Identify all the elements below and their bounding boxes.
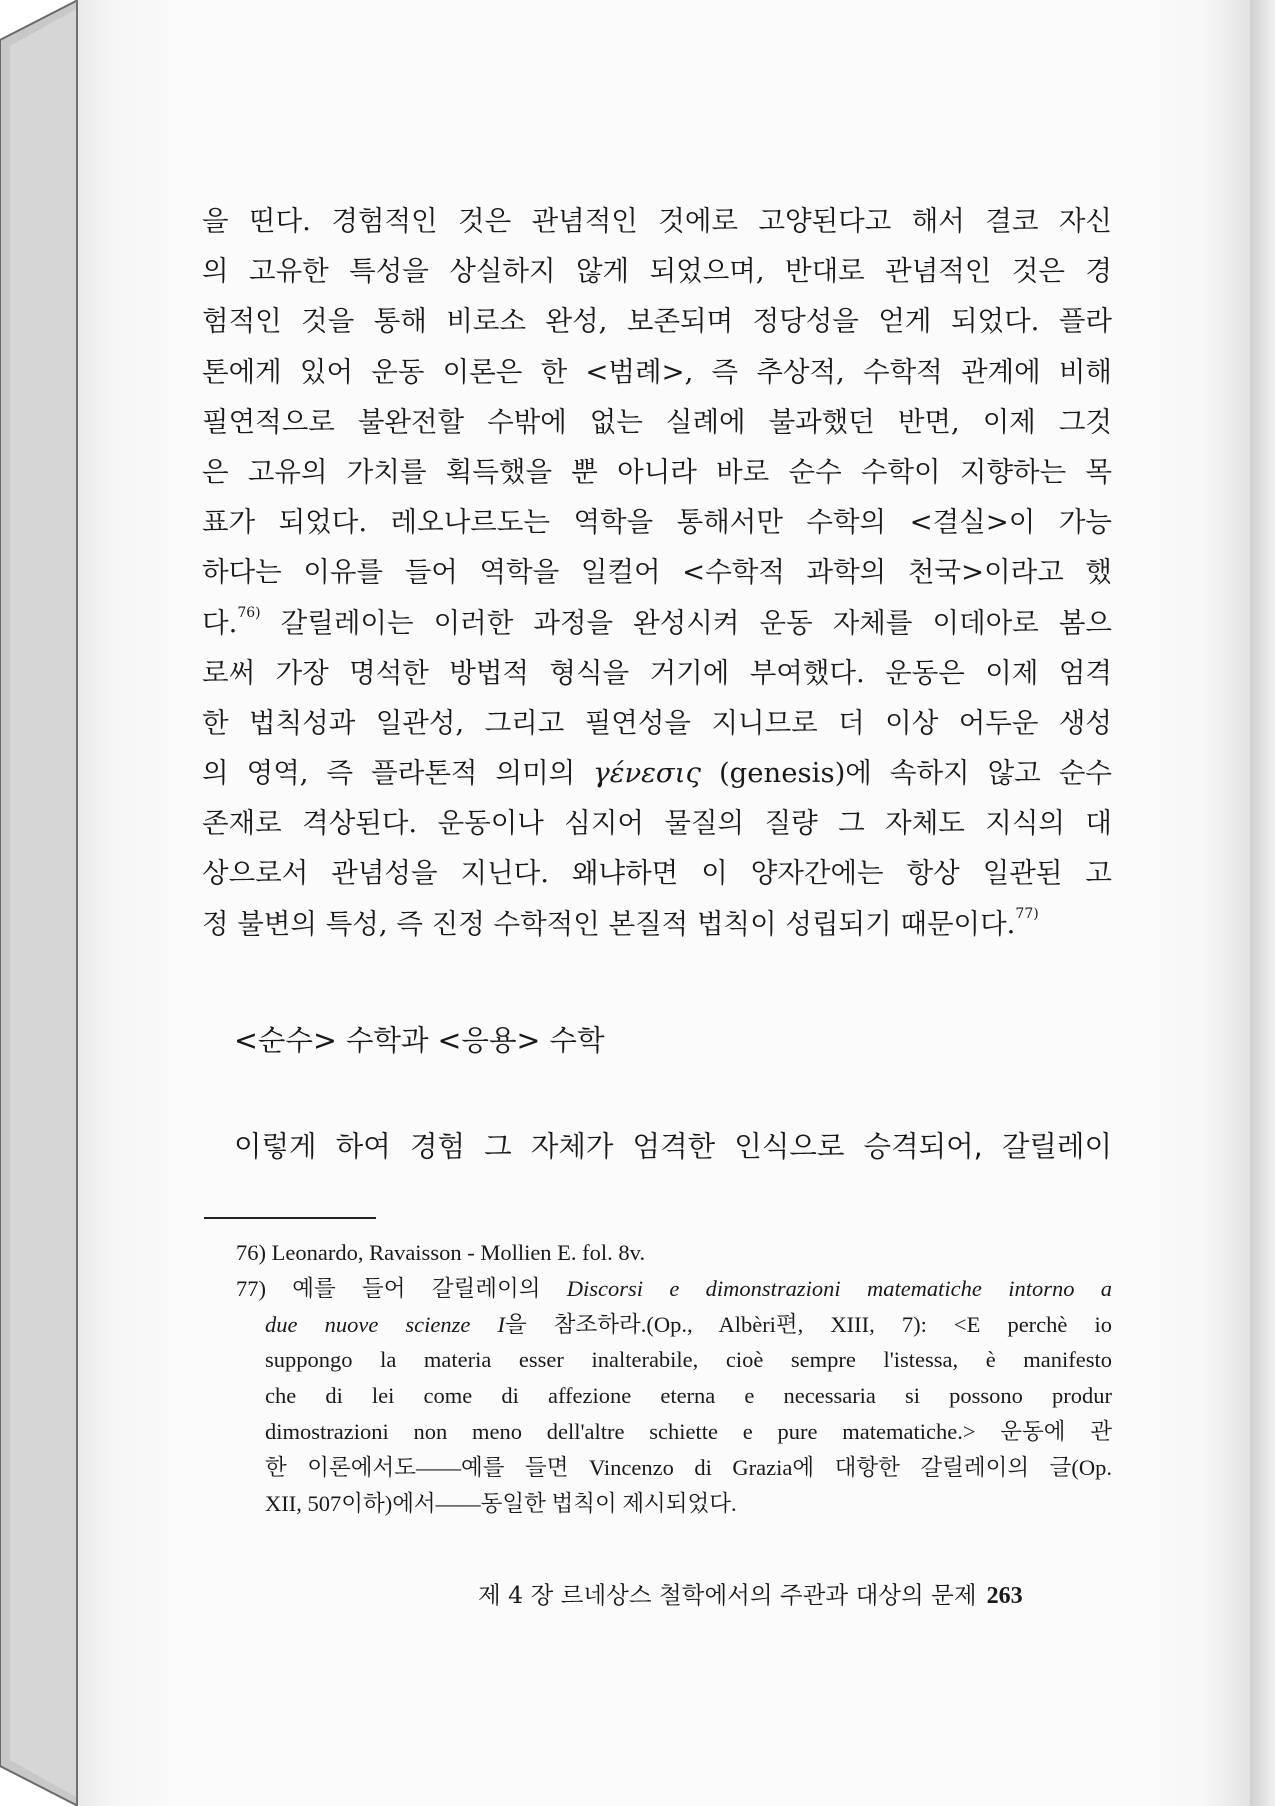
section-heading: <순수> 수학과 <응용> 수학 [234, 1024, 605, 1057]
text-line: 상으로서 관념성을 지닌다. 왜냐하면 이 양자간에는 항상 일관된 고 [202, 857, 1112, 890]
text-line [202, 899, 1112, 949]
book-title: due nuove scienze I [265, 1311, 505, 1337]
book-title: Discorsi e dimonstrazioni matematiche intorno a [566, 1275, 1112, 1301]
page-number: 263 [986, 1583, 1023, 1609]
footnote-77-line [236, 1271, 1112, 1307]
footnote-76: 76) Leonardo, Ravaisson - Mollien E. fol. 8v. [236, 1240, 646, 1265]
text-line: 하다는 이유를 들어 역학을 일컬어 <수학적 과학의 천국>이라고 했 [202, 556, 1112, 589]
text-line [202, 748, 1112, 798]
footnote-77-line: XII, 507이하)에서――동일한 법칙이 제시되었다. [265, 1490, 737, 1516]
footnotes [236, 1235, 1112, 1521]
text-segment: 정 불변의 특성, 즉 진정 수학적인 본질적 법칙이 성립되기 때문이다. [202, 907, 1016, 940]
text-line: 은 고유의 가치를 획득했을 뿐 아니라 바로 순수 수학이 지향하는 목 [202, 455, 1112, 488]
text-line: 의 고유한 특성을 상실하지 않게 되었으며, 반대로 관념적인 것은 경 [202, 255, 1112, 288]
text-segment: 77) 예를 들어 갈릴레이의 [236, 1275, 567, 1301]
footnote-divider [204, 1217, 376, 1219]
footnote-77-line: dimostrazioni non meno dell'altre schiette e pure matematiche.> 운동에 관 [265, 1418, 1112, 1444]
text-segment: 갈릴레이는 이러한 과정을 완성시켜 운동 자체를 이데아로 봄으 [260, 606, 1112, 639]
text-segment: (genesis)에 속하지 않고 순수 [700, 757, 1112, 790]
text-line: 존재로 격상된다. 운동이나 심지어 물질의 질량 그 자체도 지식의 대 [202, 807, 1112, 840]
text-line: 험적인 것을 통해 비로소 완성, 보존되며 정당성을 얻게 되었다. 플라 [202, 305, 1112, 338]
text-segment: 다. [202, 606, 238, 639]
text-line: 로써 가장 명석한 방법적 형식을 거기에 부여했다. 운동은 이제 엄격 [202, 656, 1112, 689]
page-edge-shadow [1250, 0, 1275, 1806]
text-line: 필연적으로 불완전할 수밖에 없는 실례에 불과했던 반면, 이제 그것 [202, 405, 1112, 438]
footnote-77-line: suppongo la materia esser inalterabile, cioè sempre l'istessa, è manifesto [265, 1347, 1112, 1373]
section-first-line: 이렇게 하여 경험 그 자체가 엄격한 인식으로 승격되어, 갈릴레이 [234, 1130, 1112, 1163]
text-segment: 을 참조하라.(Op., Albèri편, XIII, 7): <E perchè io [504, 1311, 1112, 1337]
chapter-title: 제 4 장 르네상스 철학에서의 주관과 대상의 문제 [478, 1581, 977, 1609]
text-line [202, 598, 1112, 648]
footnote-77-line: che di lei come di affezione eterna e necessaria si possono produr [265, 1383, 1112, 1409]
greek-term: γένεσις [593, 757, 701, 790]
text-segment: 의 영역, 즉 플라톤적 의미의 [202, 757, 594, 790]
footnote-77-line: 한 이론에서도――예를 들면 Vincenzo di Grazia에 대항한 갈릴레이의 글(Op. [265, 1454, 1112, 1480]
body-paragraph [202, 196, 1112, 949]
book-spine [0, 0, 80, 1806]
text-line: 표가 되었다. 레오나르도는 역학을 통해서만 수학의 <결실>이 가능 [202, 506, 1112, 539]
footnote-77-line [236, 1307, 1112, 1343]
running-footer [478, 1576, 1084, 1610]
text-line: 한 법칙성과 일관성, 그리고 필연성을 지니므로 더 이상 어두운 생성 [202, 706, 1112, 739]
footnote-ref-76[interactable]: 76) [237, 605, 261, 622]
text-line: 톤에게 있어 운동 이론은 한 <범례>, 즉 추상적, 수학적 관계에 비해 [202, 355, 1112, 388]
text-line: 을 띤다. 경험적인 것은 관념적인 것에로 고양된다고 해서 결코 자신 [202, 205, 1112, 237]
footnote-ref-77[interactable]: 77) [1015, 906, 1039, 923]
